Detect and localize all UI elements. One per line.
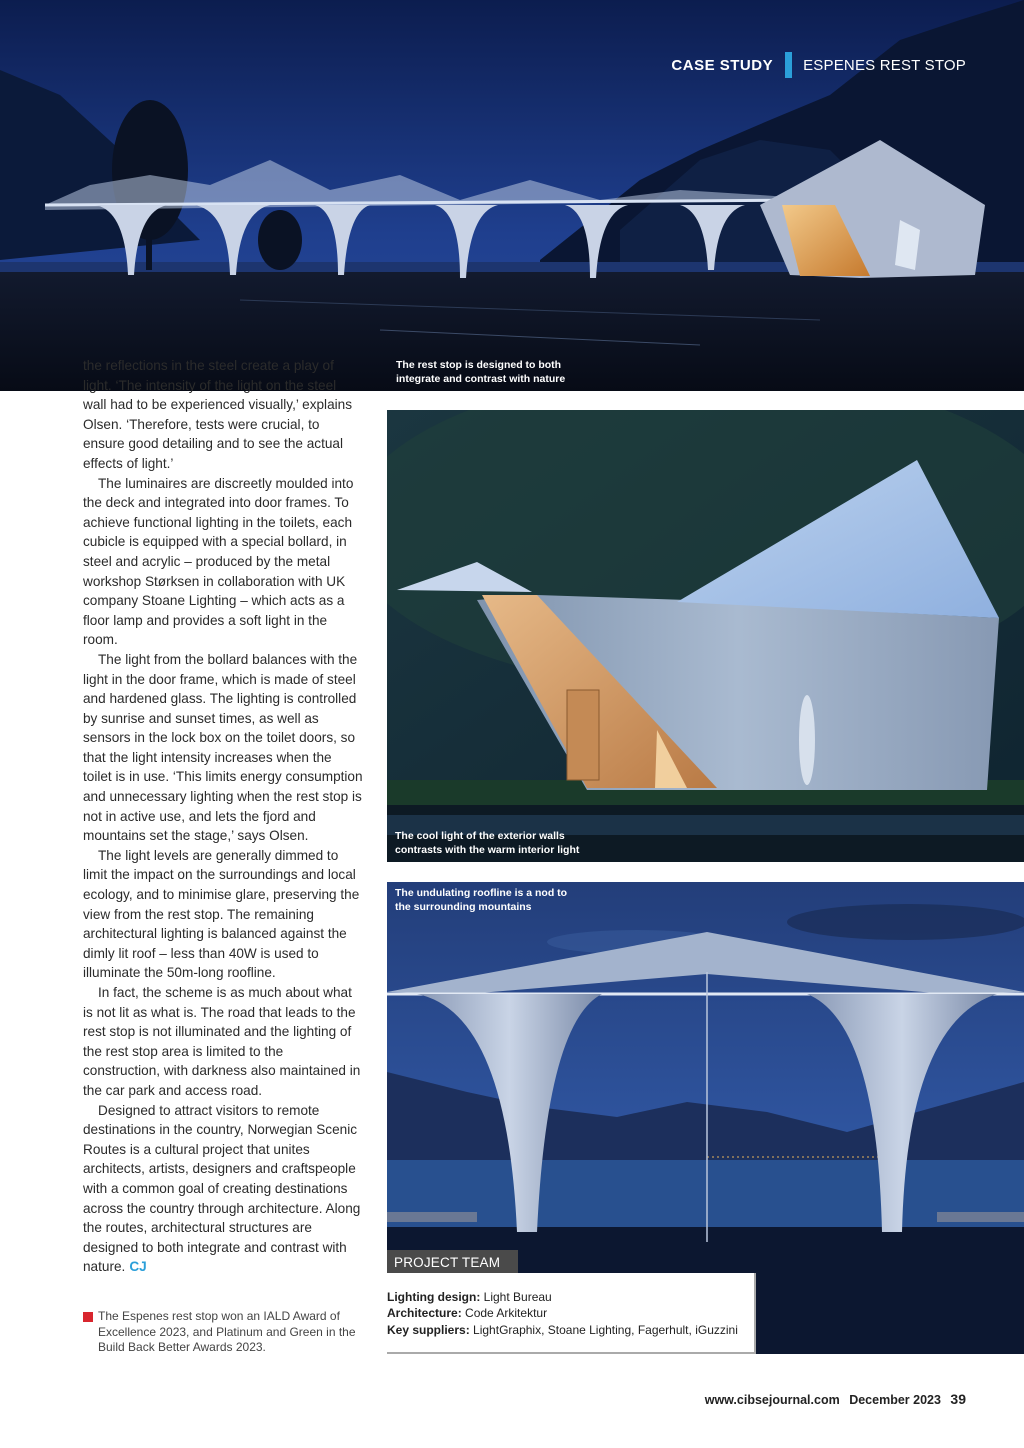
article-title: ESPENES REST STOP xyxy=(803,56,966,74)
team-label: Key suppliers: xyxy=(387,1322,470,1337)
caption-middle: The cool light of the exterior walls contrasts with the warm interior light xyxy=(395,830,580,856)
footer-date: December 2023 xyxy=(849,1393,941,1407)
article-body xyxy=(83,356,363,1277)
project-team-heading: PROJECT TEAM xyxy=(387,1250,518,1275)
team-row-lighting xyxy=(387,1289,754,1305)
section-label: CASE STUDY xyxy=(671,56,774,74)
toilet-block-photo xyxy=(387,410,1024,862)
footer-url: www.cibsejournal.com xyxy=(704,1393,840,1407)
paragraph: The luminaires are discreetly moulded into the deck and integrated into door frames. To achieve functional lighting in the toilets, each cubicle is equipped with a special bollard, in steel and acrylic – produced by the metal workshop Størksen in collaboration with UK company Stoane Lighting – which acts as a floor lamp and provides a soft light in the room. xyxy=(83,475,354,648)
page-footer xyxy=(705,1391,966,1407)
award-note xyxy=(83,1309,368,1356)
team-value: LightGraphix, Stoane Lighting, Fagerhult, iGuzzini xyxy=(473,1322,738,1337)
project-team-box xyxy=(387,1273,756,1354)
paragraph: The light from the bollard balances with the light in the door frame, which is made of steel and hardened glass. The lighting is controlled by sunrise and sunset times, as well as sensors in the lock box on the toilet doors, so that the light intensity increases when the toilet is in use. ‘This limits energy consumption and unnecessary lighting when the rest stop is not in active use, and lets the fjord and mountains set the stage,’ says Olsen. xyxy=(83,651,363,844)
team-value: Code Arkitektur xyxy=(465,1306,548,1321)
page-number: 39 xyxy=(950,1391,966,1407)
team-value: Light Bureau xyxy=(483,1290,552,1304)
team-row-architecture xyxy=(387,1305,754,1321)
author-signoff: CJ xyxy=(129,1259,147,1275)
section-divider xyxy=(785,52,792,78)
team-row-suppliers xyxy=(387,1322,754,1338)
bullet-square-icon xyxy=(83,1312,93,1322)
caption-hero: The rest stop is designed to both integrate and contrast with nature xyxy=(396,359,566,385)
award-text: The Espenes rest stop won an IALD Award of Excellence 2023, and Platinum and Green in the Build Back Better Awards 2023. xyxy=(98,1309,356,1355)
paragraph: The light levels are generally dimmed to limit the impact on the surroundings and local ecology, and to minimise glare, preserving the view from the rest stop. The remaining architectural lighting is balanced against the dimly lit roof – less than 40W is used to illuminate the 50m-long roofline. xyxy=(83,847,360,981)
paragraph: the reflections in the steel create a play of light. ‘The intensity of the light on the steel wall had to be experienced visually,’ explains Olsen. ‘Therefore, tests were crucial, to ensure good detailing and to see the actual effects of light.’ xyxy=(83,358,353,471)
paragraph: Designed to attract visitors to remote destinations in the country, Norwegian Scenic Routes is a cultural project that unites architects, artists, designers and craftspeople with a common goal of creating destinations across the country through architecture. Along the routes, architectural structures are designed to both integrate and contrast with nature. xyxy=(83,1102,361,1275)
caption-bottom: The undulating roofline is a nod to the surrounding mountains xyxy=(395,887,568,913)
team-label: Lighting design: xyxy=(387,1290,481,1304)
paragraph: In fact, the scheme is as much about what is not lit as what is. The road that leads to the rest stop is not illuminated and the lighting of the rest stop area is limited to the construction, with darkness also maintained in the car park and access road. xyxy=(83,985,361,1098)
team-label: Architecture: xyxy=(387,1306,462,1321)
section-tag xyxy=(671,52,966,78)
